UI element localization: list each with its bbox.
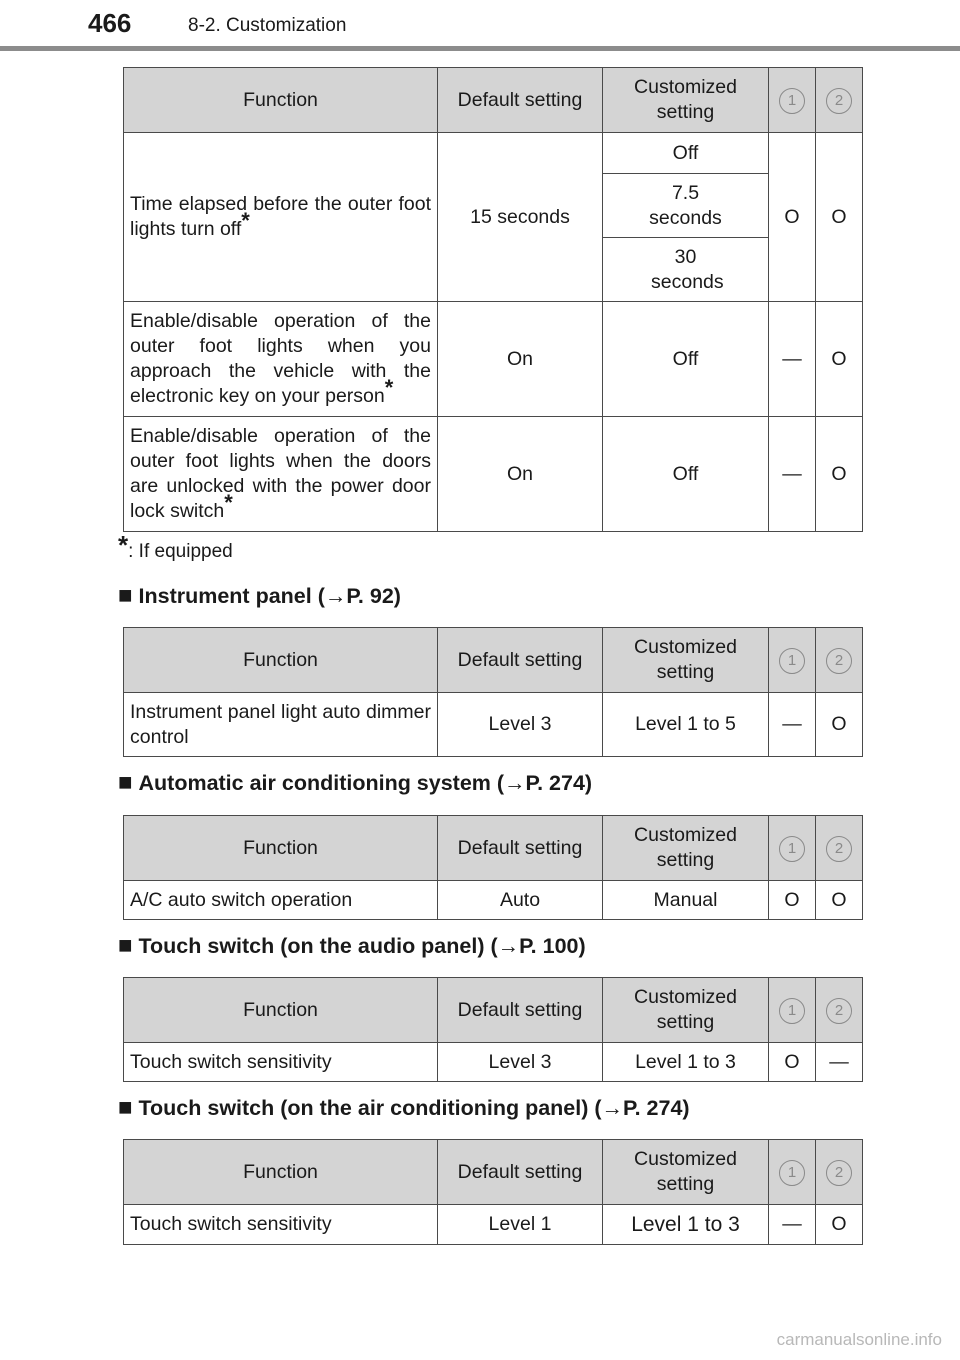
function-cell: Touch switch sensitivity <box>124 1205 438 1245</box>
col1-cell: — <box>769 693 816 757</box>
section-title: 8-2. Customization <box>188 15 347 36</box>
default-cell: Level 3 <box>438 1043 603 1082</box>
circled-1-icon: 1 <box>779 1160 805 1186</box>
footnote: *: If equipped <box>118 530 233 562</box>
default-cell: Level 1 <box>438 1205 603 1245</box>
header-col2 <box>816 68 863 133</box>
circled-2-icon: 2 <box>826 998 852 1024</box>
col1-cell: O <box>769 133 816 302</box>
square-bullet-icon: ■ <box>118 582 133 609</box>
header-function: Function <box>124 68 438 133</box>
header-default: Default setting <box>438 816 603 881</box>
header-default: Default setting <box>438 628 603 693</box>
square-bullet-icon: ■ <box>118 932 133 959</box>
table-row <box>124 881 863 920</box>
default-cell: Auto <box>438 881 603 920</box>
col1-cell: O <box>769 1043 816 1082</box>
header-customized: Customized setting <box>603 1140 769 1205</box>
foot-lights-table <box>123 67 863 532</box>
circled-1-icon: 1 <box>779 836 805 862</box>
header-col1 <box>769 1140 816 1205</box>
table-row <box>124 1043 863 1082</box>
function-cell: Enable/disable operation of the outer foot lights when the doors are unlocked with the power door lock switch* <box>124 417 438 532</box>
default-cell: On <box>438 417 603 532</box>
touch-switch-air-conditioning-table <box>123 1139 863 1245</box>
header-col1 <box>769 816 816 881</box>
function-cell: Time elapsed before the outer foot lights turn off* <box>124 133 438 302</box>
header-default: Default setting <box>438 1140 603 1205</box>
function-cell: A/C auto switch operation <box>124 881 438 920</box>
square-bullet-icon: ■ <box>118 769 133 796</box>
header-col2 <box>816 978 863 1043</box>
page-header <box>0 0 960 50</box>
col2-cell: O <box>816 1205 863 1245</box>
table-row <box>124 1205 863 1245</box>
col1-cell: — <box>769 417 816 532</box>
page-number: 466 <box>88 8 132 38</box>
circled-2-icon: 2 <box>826 1160 852 1186</box>
header-col1 <box>769 68 816 133</box>
customized-cell: Off <box>603 417 769 532</box>
footnote-mark: * <box>384 375 394 400</box>
option-cell: 30 seconds <box>603 238 769 302</box>
header-customized: Customized setting <box>603 978 769 1043</box>
customized-cell: Level 1 to 5 <box>603 693 769 757</box>
table-row <box>124 693 863 757</box>
col1-cell: — <box>769 302 816 417</box>
function-cell: Enable/disable operation of the outer foot lights when you approach the vehicle with the electronic key on your person* <box>124 302 438 417</box>
circled-1-icon: 1 <box>779 998 805 1024</box>
footnote-mark: * <box>224 490 233 515</box>
subheading-touch-switch-audio: ■ Touch switch (on the audio panel) (→P. 100) <box>118 932 586 959</box>
header-col1 <box>769 628 816 693</box>
col1-cell: — <box>769 1205 816 1245</box>
customized-cell: Level 1 to 3 <box>603 1043 769 1082</box>
customized-cell: Off <box>603 302 769 417</box>
option-cell: 7.5 seconds <box>603 174 769 238</box>
circled-2-icon: 2 <box>826 88 852 114</box>
table-header-row <box>124 816 863 881</box>
table-row <box>124 302 863 417</box>
circled-2-icon: 2 <box>826 836 852 862</box>
table-header-row <box>124 628 863 693</box>
circled-2-icon: 2 <box>826 648 852 674</box>
table-row <box>124 417 863 532</box>
header-customized: Customized setting <box>603 68 769 133</box>
col2-cell: — <box>816 1043 863 1082</box>
subheading-touch-switch-air-conditioning: ■ Touch switch (on the air conditioning panel) (→P. 274) <box>118 1094 690 1121</box>
header-default: Default setting <box>438 68 603 133</box>
header-function: Function <box>124 1140 438 1205</box>
header-col1 <box>769 978 816 1043</box>
header-col2 <box>816 816 863 881</box>
function-cell: Instrument panel light auto dimmer control <box>124 693 438 757</box>
circled-1-icon: 1 <box>779 648 805 674</box>
circled-1-icon: 1 <box>779 88 805 114</box>
table-header-row <box>124 1140 863 1205</box>
col2-cell: O <box>816 302 863 417</box>
square-bullet-icon: ■ <box>118 1094 133 1121</box>
default-cell: On <box>438 302 603 417</box>
function-cell: Touch switch sensitivity <box>124 1043 438 1082</box>
watermark: carmanualsonline.info <box>776 1330 942 1349</box>
table-header-row <box>124 68 863 133</box>
header-function: Function <box>124 628 438 693</box>
col2-cell: O <box>816 417 863 532</box>
subheading-instrument-panel: ■ Instrument panel (→P. 92) <box>118 582 401 609</box>
header-function: Function <box>124 816 438 881</box>
table-row <box>124 133 863 174</box>
option-cell: Off <box>603 133 769 174</box>
subheading-air-conditioning: ■ Automatic air conditioning system (→P. 274) <box>118 769 593 796</box>
header-function: Function <box>124 978 438 1043</box>
customized-cell: Level 1 to 3 <box>603 1205 769 1245</box>
air-conditioning-table <box>123 815 863 920</box>
default-cell: Level 3 <box>438 693 603 757</box>
header-col2 <box>816 1140 863 1205</box>
header-customized: Customized setting <box>603 816 769 881</box>
default-cell: 15 seconds <box>438 133 603 302</box>
col1-cell: O <box>769 881 816 920</box>
footnote-mark: * <box>241 208 250 233</box>
instrument-panel-table <box>123 627 863 757</box>
col2-cell: O <box>816 133 863 302</box>
col2-cell: O <box>816 881 863 920</box>
header-col2 <box>816 628 863 693</box>
customized-cell: Manual <box>603 881 769 920</box>
header-default: Default setting <box>438 978 603 1043</box>
header-rule <box>0 46 960 51</box>
header-customized: Customized setting <box>603 628 769 693</box>
table-header-row <box>124 978 863 1043</box>
touch-switch-audio-table <box>123 977 863 1082</box>
col2-cell: O <box>816 693 863 757</box>
